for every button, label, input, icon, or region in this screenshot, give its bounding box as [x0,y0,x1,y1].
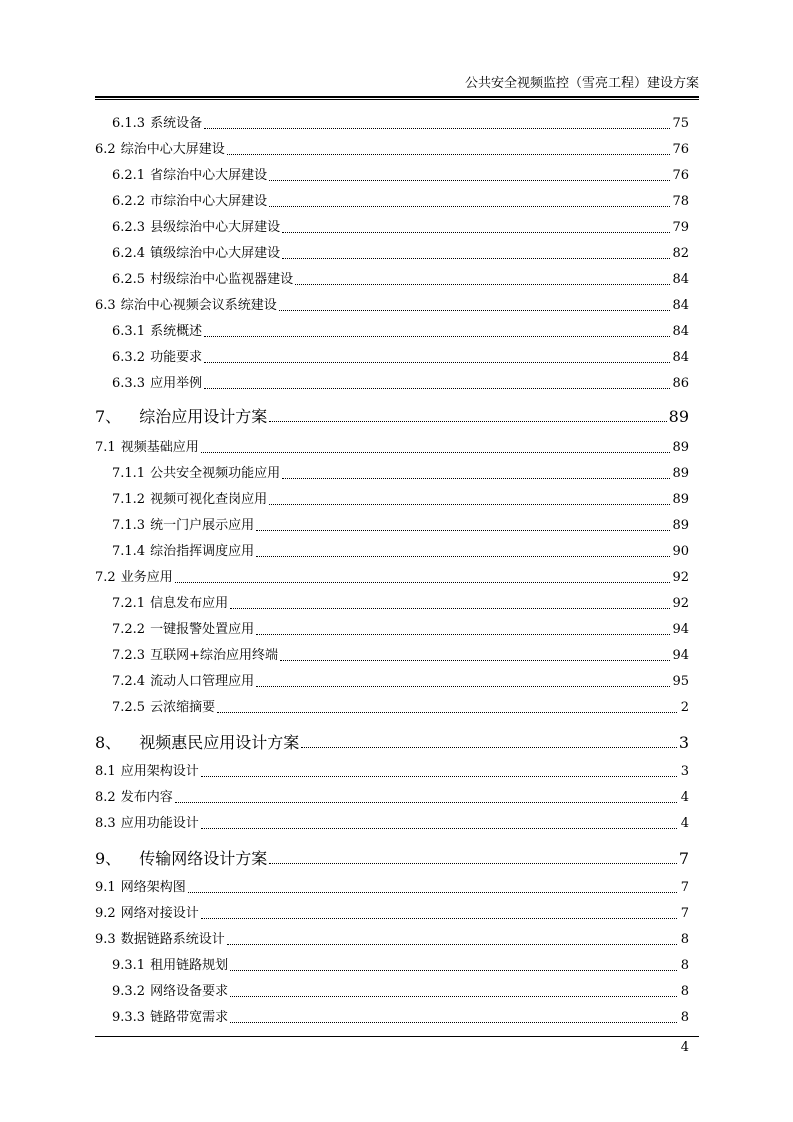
toc-entry-number: 6.2.2 [112,194,146,209]
toc-entry-page: 82 [672,246,689,261]
toc-entry-page: 89 [672,492,689,507]
toc-entry[interactable] [95,404,689,428]
toc-entry-page: 2 [680,700,689,715]
toc-dot-leader [201,452,671,453]
toc-entry-page: 8 [680,1010,689,1025]
toc-entry-page: 7 [680,880,689,895]
toc-entry-number: 7.2 [95,570,116,585]
toc-entry-number: 9、 [95,849,122,868]
toc-entry-number: 7.1.4 [112,544,146,559]
toc-entry-title: 系统设备 [150,116,203,131]
toc-entry-title: 网络对接设计 [120,906,199,921]
toc-entry-page: 76 [672,142,689,157]
toc-dot-leader [201,918,677,919]
toc-entry-number: 9.1 [95,880,116,895]
toc-entry-number: 6.2.1 [112,168,146,183]
toc-dot-leader [295,284,670,285]
toc-entry-page: 8 [680,984,689,999]
toc-entry-title: 网络设备要求 [150,984,229,999]
toc-entry[interactable] [95,244,689,264]
toc-entry-title: 链路带宽需求 [150,1010,229,1025]
toc-entry-page: 84 [672,298,689,313]
toc-entry-page: 84 [672,324,689,339]
toc-entry-number: 8.1 [95,764,116,779]
toc-dot-leader [188,892,677,893]
toc-entry-page: 95 [672,674,689,689]
toc-entry-number: 9.3.1 [112,958,146,973]
toc-dot-leader [230,996,677,997]
toc-dot-leader [175,582,671,583]
toc-entry-number: 7.2.2 [112,622,146,637]
toc-dot-leader [256,530,670,531]
toc-entry[interactable] [95,594,689,614]
toc-dot-leader [282,232,670,233]
toc-entry[interactable] [95,620,689,640]
toc-entry-number: 7.1.1 [112,466,146,481]
page-number: 4 [680,1040,689,1055]
toc-entry-page: 4 [680,790,689,805]
toc-entry[interactable] [95,438,689,458]
toc-entry-title: 村级综治中心监视器建设 [150,272,294,287]
toc-dot-leader [230,1022,677,1023]
toc-entry-title: 统一门户展示应用 [150,518,255,533]
toc-dot-leader [269,504,670,505]
toc-entry[interactable] [95,698,689,718]
toc-entry-title: 信息发布应用 [150,596,229,611]
toc-entry-page: 89 [672,440,689,455]
toc-entry-title: 应用举例 [150,376,203,391]
toc-entry-title: 视频基础应用 [120,440,199,455]
toc-entry-number: 7.2.4 [112,674,146,689]
running-header: 公共安全视频监控（雪亮工程）建设方案 [464,76,699,91]
toc-entry-title: 市综治中心大屏建设 [150,194,268,209]
toc-dot-leader [269,206,670,207]
toc-entry-title: 综治应用设计方案 [139,407,268,426]
toc-entry-number: 8、 [95,733,122,752]
toc-entry-number: 6.2.3 [112,220,146,235]
toc-dot-leader [204,388,670,389]
toc-entry-number: 6.2.4 [112,246,146,261]
toc-entry[interactable] [95,982,689,1002]
toc-entry[interactable] [95,788,689,808]
toc-entry-page: 89 [668,407,689,426]
toc-entry-title: 综治指挥调度应用 [150,544,255,559]
toc-entry[interactable] [95,192,689,212]
toc-dot-leader [201,828,677,829]
toc-entry[interactable] [95,1008,689,1028]
toc-entry-page: 8 [680,932,689,947]
toc-entry-title: 业务应用 [120,570,173,585]
toc-entry-number: 9.3.2 [112,984,146,999]
toc-entry-page: 94 [672,622,689,637]
toc-entry[interactable] [95,672,689,692]
toc-dot-leader [227,154,671,155]
toc-entry-title: 系统概述 [150,324,203,339]
toc-entry-number: 7.2.1 [112,596,146,611]
toc-entry-title: 一键报警处置应用 [150,622,255,637]
toc-entry[interactable] [95,814,689,834]
toc-entry-number: 7.1 [95,440,116,455]
toc-dot-leader [204,128,670,129]
toc-entry[interactable] [95,846,689,870]
toc-entry-page: 4 [680,816,689,831]
toc-entry-page: 84 [672,350,689,365]
toc-dot-leader [256,686,670,687]
toc-dot-leader [204,362,670,363]
toc-entry-page: 75 [672,116,689,131]
toc-entry-number: 9.3.3 [112,1010,146,1025]
toc-entry[interactable] [95,114,689,134]
toc-entry-page: 7 [680,906,689,921]
toc-entry-page: 92 [672,570,689,585]
toc-entry[interactable] [95,374,689,394]
toc-entry-page: 3 [678,733,689,752]
toc-entry-number: 8.2 [95,790,116,805]
toc-dot-leader [230,608,670,609]
toc-entry-title: 网络架构图 [120,880,186,895]
toc-entry-page: 94 [672,648,689,663]
toc-entry-page: 79 [672,220,689,235]
toc-entry[interactable] [95,542,689,562]
toc-entry-title: 综治中心视频会议系统建设 [120,298,277,313]
toc-entry[interactable] [95,322,689,342]
toc-dot-leader [282,258,670,259]
toc-entry-title: 公共安全视频功能应用 [150,466,281,481]
toc-entry-number: 6.2.5 [112,272,146,287]
toc-entry-page: 3 [680,764,689,779]
toc-entry-title: 应用架构设计 [120,764,199,779]
toc-entry[interactable] [95,646,689,666]
toc-entry[interactable] [95,904,689,924]
toc-dot-leader [230,970,677,971]
toc-entry-number: 6.3.2 [112,350,146,365]
toc-entry[interactable] [95,490,689,510]
toc-entry-title: 互联网+综治应用终端 [150,648,278,663]
toc-dot-leader [256,634,670,635]
toc-entry[interactable] [95,348,689,368]
toc-entry-title: 流动人口管理应用 [150,674,255,689]
toc-entry-title: 视频可视化查岗应用 [150,492,268,507]
toc-entry[interactable] [95,568,689,588]
toc-entry[interactable] [95,464,689,484]
toc-entry-page: 84 [672,272,689,287]
toc-dot-leader [269,863,677,864]
toc-entry[interactable] [95,218,689,238]
toc-entry-page: 89 [672,518,689,533]
toc-entry[interactable] [95,730,689,754]
toc-entry[interactable] [95,516,689,536]
toc-dot-leader [301,747,677,748]
toc-entry-page: 78 [672,194,689,209]
toc-entry-title: 数据链路系统设计 [120,932,225,947]
toc-entry[interactable] [95,140,689,160]
toc-dot-leader [279,310,671,311]
toc-entry-title: 功能要求 [150,350,203,365]
toc-entry-number: 9.2 [95,906,116,921]
toc-entry-number: 7、 [95,407,122,426]
toc-dot-leader [282,478,670,479]
toc-entry[interactable] [95,930,689,950]
toc-entry-number: 7.2.5 [112,700,146,715]
toc-entry-number: 8.3 [95,816,116,831]
toc-entry-title: 传输网络设计方案 [139,849,268,868]
toc-entry-number: 6.3.3 [112,376,146,391]
toc-entry[interactable] [95,956,689,976]
toc-entry-number: 7.1.2 [112,492,146,507]
toc-entry-page: 8 [680,958,689,973]
toc-dot-leader [175,802,677,803]
toc-entry-page: 7 [678,849,689,868]
toc-dot-leader [217,712,677,713]
toc-entry[interactable] [95,296,689,316]
toc-entry-page: 90 [672,544,689,559]
footer-rule [95,1036,699,1037]
toc-entry-title: 县级综治中心大屏建设 [150,220,281,235]
toc-entry[interactable] [95,270,689,290]
toc-entry-number: 6.3 [95,298,116,313]
toc-entry-title: 云浓缩摘要 [150,700,216,715]
toc-dot-leader [204,336,670,337]
toc-entry-page: 76 [672,168,689,183]
toc-dot-leader [201,776,677,777]
toc-entry-number: 9.3 [95,932,116,947]
toc-entry-number: 6.3.1 [112,324,146,339]
toc-dot-leader [256,556,670,557]
table-of-contents [95,0,689,1122]
toc-entry[interactable] [95,166,689,186]
toc-entry-title: 应用功能设计 [120,816,199,831]
toc-entry-number: 7.1.3 [112,518,146,533]
toc-dot-leader [269,421,666,422]
toc-entry[interactable] [95,878,689,898]
toc-entry-title: 省综治中心大屏建设 [150,168,268,183]
toc-dot-leader [280,660,670,661]
toc-entry-page: 92 [672,596,689,611]
toc-entry-number: 7.2.3 [112,648,146,663]
toc-entry-number: 6.2 [95,142,116,157]
toc-dot-leader [227,944,677,945]
toc-entry-page: 86 [672,376,689,391]
toc-entry-title: 视频惠民应用设计方案 [139,733,300,752]
toc-entry-number: 6.1.3 [112,116,146,131]
toc-entry-page: 89 [672,466,689,481]
toc-entry[interactable] [95,762,689,782]
toc-entry-title: 综治中心大屏建设 [120,142,225,157]
toc-entry-title: 发布内容 [120,790,173,805]
toc-entry-title: 镇级综治中心大屏建设 [150,246,281,261]
toc-entry-title: 租用链路规划 [150,958,229,973]
toc-dot-leader [269,180,670,181]
